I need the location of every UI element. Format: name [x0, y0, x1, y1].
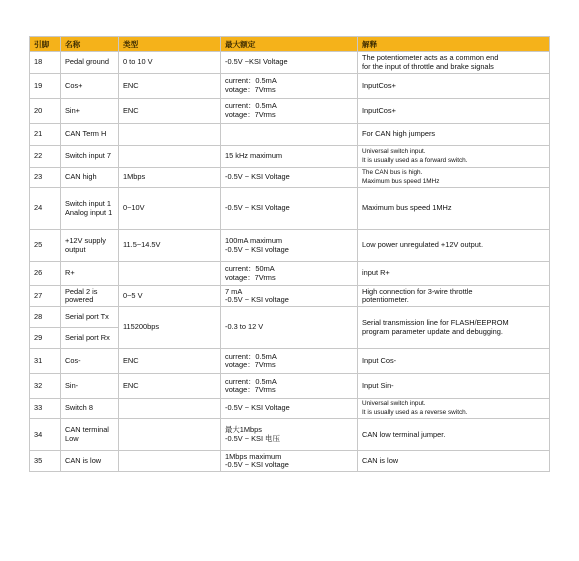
table-row	[30, 286, 550, 307]
pin-rating-line: current：0.5mA	[225, 351, 277, 361]
pin-rating-line: current：0.5mA	[225, 76, 277, 86]
pin-description-line: It is usually used as a forward switch.	[362, 156, 468, 164]
pin-description	[358, 124, 550, 146]
pin-rating	[221, 124, 358, 146]
pin-number: 18	[30, 52, 61, 74]
pin-description	[358, 146, 550, 168]
pin-name: R+	[61, 262, 119, 286]
pin-name: CAN terminal Low	[61, 419, 119, 451]
pin-rating-line: -0.5V ~ KSI 电压	[225, 433, 280, 443]
pin-rating-line: 7 mA	[225, 286, 243, 296]
pin-rating-line: current：50mA	[225, 264, 275, 274]
pin-description	[358, 307, 550, 349]
pin-rating	[221, 286, 358, 307]
pin-description-line: Input Sin-	[362, 380, 394, 390]
pin-rating-line: votage：7Vrms	[225, 110, 276, 119]
pin-number: 35	[30, 451, 61, 472]
pin-rating-line: votage：7Vrms	[225, 85, 276, 94]
pin-description-line: The CAN bus is high.	[362, 169, 423, 176]
header-type: 类型	[119, 37, 221, 52]
pin-description-line: for the input of throttle and brake signals	[362, 61, 494, 71]
pin-description	[358, 399, 550, 419]
pin-name: Cos+	[61, 74, 119, 99]
pin-rating	[221, 399, 358, 419]
pin-rating-line: current：0.5mA	[225, 376, 277, 386]
pin-rating-line: 最大1Mbps	[225, 425, 262, 435]
pin-description-line: input R+	[362, 268, 390, 278]
table-row	[30, 349, 550, 374]
pin-rating-line: -0.5V ~ KSI voltage	[225, 460, 289, 470]
pin-rating	[221, 168, 358, 188]
pin-name: Pedal ground	[61, 52, 119, 74]
pin-type: 0~10V	[119, 188, 221, 230]
pin-number: 25	[30, 230, 61, 262]
pin-description-line: Input Cos-	[362, 355, 397, 365]
pin-description	[358, 349, 550, 374]
pin-type	[119, 419, 221, 451]
pin-description	[358, 451, 550, 472]
pin-rating-line: -0.5V ~ KSI Voltage	[225, 203, 290, 213]
pin-rating	[221, 349, 358, 374]
pin-name: CAN Term H	[61, 124, 119, 146]
pin-description	[358, 230, 550, 262]
table-row	[30, 451, 550, 472]
pin-description	[358, 168, 550, 188]
pin-rating-line: 1Mbps maximum	[225, 451, 282, 461]
pin-number: 32	[30, 374, 61, 399]
header-rating: 最大额定	[221, 37, 358, 52]
table-header-row	[30, 37, 550, 52]
pin-name: Pedal 2 is powered	[61, 286, 119, 307]
pin-rating	[221, 74, 358, 99]
pin-type: 11.5~14.5V	[119, 230, 221, 262]
pin-rating-line: -0.5V ~ KSI voltage	[225, 295, 289, 305]
pin-description	[358, 286, 550, 307]
table-row	[30, 168, 550, 188]
table-row	[30, 52, 550, 74]
pin-number: 21	[30, 124, 61, 146]
pin-rating	[221, 307, 358, 349]
pin-rating	[221, 374, 358, 399]
pin-description-line: program parameter update and debugging.	[362, 326, 503, 336]
pin-rating	[221, 262, 358, 286]
table-row	[30, 74, 550, 99]
table-row	[30, 307, 550, 328]
pin-description	[358, 419, 550, 451]
pin-description-line: CAN low terminal jumper.	[362, 429, 446, 439]
pin-rating-line: -0.5V ~ KSI Voltage	[225, 403, 290, 413]
pin-rating	[221, 451, 358, 472]
table-row	[30, 262, 550, 286]
pin-description-line: CAN is low	[362, 456, 399, 466]
pin-type: 1Mbps	[119, 168, 221, 188]
pin-name: Switch 8	[61, 399, 119, 419]
pin-number: 34	[30, 419, 61, 451]
pin-number: 27	[30, 286, 61, 307]
pin-number: 19	[30, 74, 61, 99]
pin-description-line: Maximum bus speed 1MHz	[362, 203, 452, 213]
pin-type: ENC	[119, 349, 221, 374]
pin-description-line: InputCos+	[362, 80, 396, 90]
pin-description-line: Serial transmission line for FLASH/EEPROM	[362, 318, 509, 328]
pin-rating-line: votage：7Vrms	[225, 360, 276, 370]
pin-rating	[221, 99, 358, 124]
pin-type	[119, 124, 221, 146]
pin-type: ENC	[119, 99, 221, 124]
pin-rating-line: 100mA maximum	[225, 236, 283, 246]
pin-number: 31	[30, 349, 61, 374]
pin-description	[358, 52, 550, 74]
pin-description-line: Universal switch input.	[362, 400, 426, 408]
pin-description-line: Low power unregulated +12V output.	[362, 240, 484, 250]
pin-type: 0 to 10 V	[119, 52, 221, 74]
pin-rating-line: -0.5V ~KSI Voltage	[225, 57, 288, 67]
pin-type	[119, 262, 221, 286]
table-row	[30, 124, 550, 146]
pin-rating	[221, 146, 358, 168]
pin-name: CAN high	[61, 168, 119, 188]
table-row	[30, 146, 550, 168]
pin-rating-line: votage：7Vrms	[225, 385, 276, 395]
table-row	[30, 230, 550, 262]
pin-name: Switch input 1 Analog input 1	[61, 188, 119, 230]
pin-description-line: potentiometer.	[362, 295, 409, 305]
pin-number: 23	[30, 168, 61, 188]
pin-description	[358, 262, 550, 286]
pin-number: 22	[30, 146, 61, 168]
pin-name: +12V supply output	[61, 230, 119, 262]
pin-name: Serial port Tx	[61, 307, 119, 328]
table-row	[30, 99, 550, 124]
table-row	[30, 419, 550, 451]
pin-rating-line: -0.5V ~ KSI voltage	[225, 244, 289, 254]
pin-number: 33	[30, 399, 61, 419]
pin-number: 28	[30, 307, 61, 328]
pin-rating-line: votage：7Vrms	[225, 272, 276, 282]
pin-rating	[221, 52, 358, 74]
pin-number: 26	[30, 262, 61, 286]
pin-name: Cos-	[61, 349, 119, 374]
table-row	[30, 374, 550, 399]
pin-description-line: The potentiometer acts as a common end	[362, 52, 499, 62]
pin-rating-line: current：0.5mA	[225, 101, 277, 111]
pin-description-line: InputCos+	[362, 105, 396, 115]
header-description: 解释	[358, 37, 550, 52]
pin-rating-line: 15 kHz maximum	[225, 151, 283, 161]
pin-number: 24	[30, 188, 61, 230]
pin-description	[358, 74, 550, 99]
pin-rating	[221, 419, 358, 451]
pin-type	[119, 451, 221, 472]
pin-description-line: Universal switch input.	[362, 147, 426, 155]
pin-name: Switch input 7	[61, 146, 119, 168]
pin-rating	[221, 230, 358, 262]
pin-rating-line: -0.5V ~ KSI Voltage	[225, 172, 290, 182]
pin-description	[358, 99, 550, 124]
pin-rating	[221, 188, 358, 230]
pin-description-line: Maximum bus speed 1MHz	[362, 177, 440, 185]
pin-number: 29	[30, 328, 61, 349]
table-body	[30, 52, 550, 472]
pin-description-line: It is usually used as a reverse switch.	[362, 408, 468, 416]
pin-table	[29, 36, 550, 472]
table-row	[30, 188, 550, 230]
pin-type	[119, 146, 221, 168]
pin-name: Sin+	[61, 99, 119, 124]
pin-name: CAN is low	[61, 451, 119, 472]
pin-name: Sin-	[61, 374, 119, 399]
pin-rating-line: -0.3 to 12 V	[225, 322, 264, 332]
pin-type: 115200bps	[119, 307, 221, 349]
pin-type: ENC	[119, 74, 221, 99]
pin-description	[358, 374, 550, 399]
pin-description-line: High connection for 3-wire throttle	[362, 286, 473, 296]
pin-name: Serial port Rx	[61, 328, 119, 349]
pin-type: 0~5 V	[119, 286, 221, 307]
pin-number: 20	[30, 99, 61, 124]
table-row	[30, 399, 550, 419]
pin-type: ENC	[119, 374, 221, 399]
pin-description-line: For CAN high jumpers	[362, 129, 436, 139]
header-pin: 引脚	[30, 37, 61, 52]
header-name: 名称	[61, 37, 119, 52]
pin-type	[119, 399, 221, 419]
pin-description	[358, 188, 550, 230]
